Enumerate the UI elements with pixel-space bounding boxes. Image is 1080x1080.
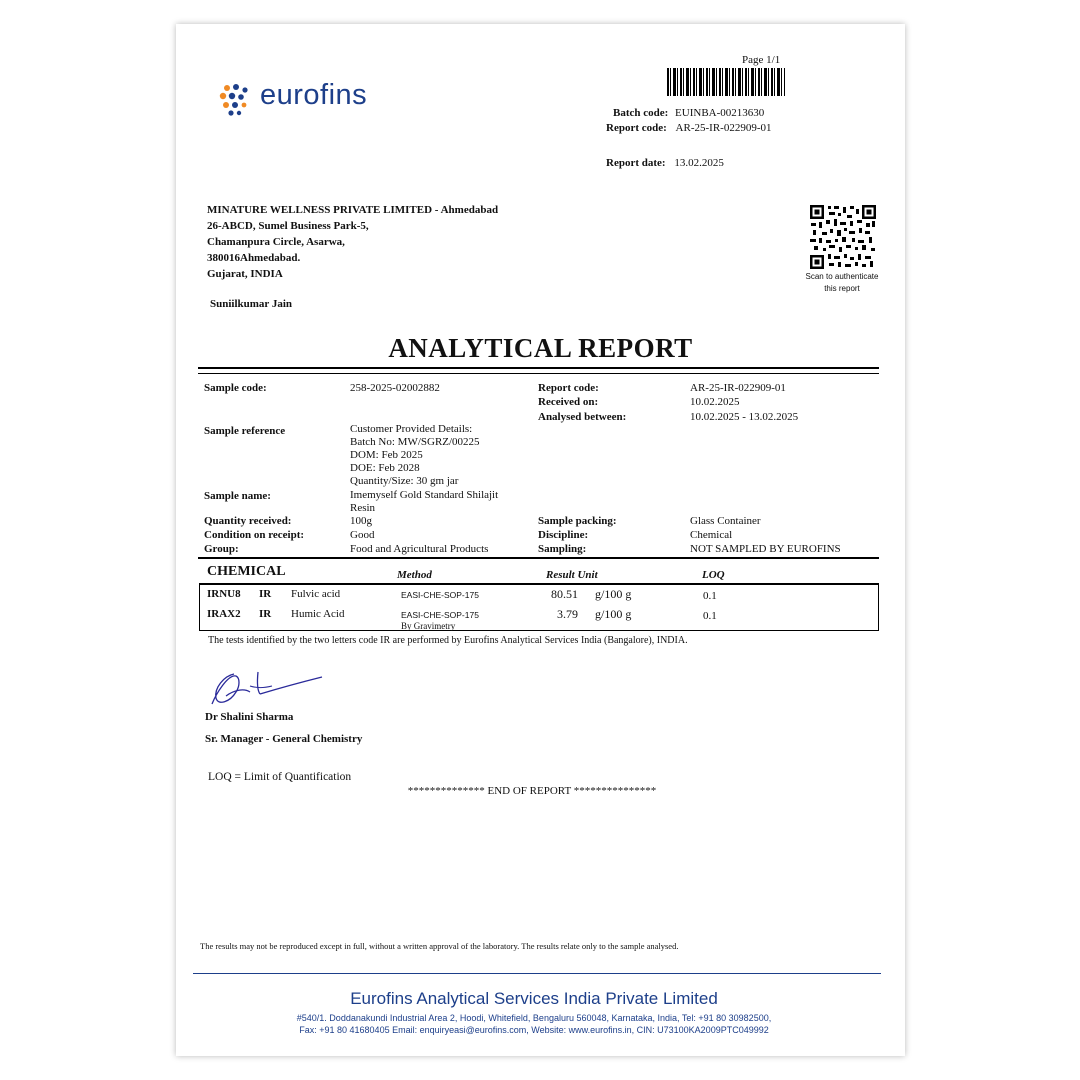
lab-code: IR — [259, 588, 272, 600]
customer-address — [207, 202, 498, 282]
qr-caption — [786, 271, 898, 295]
discipline-label: Discipline: — [538, 529, 589, 541]
footer-rule — [193, 973, 881, 974]
quantity-label: Quantity received: — [204, 515, 292, 527]
sample-section-rule — [198, 557, 879, 559]
parameter-name: Fulvic acid — [291, 588, 341, 600]
address-line4: Gujarat, INDIA — [207, 268, 283, 280]
sampling-value: NOT SAMPLED BY EUROFINS — [690, 543, 841, 555]
lab-code: IR — [259, 608, 272, 620]
analysed-value: 10.02.2025 - 13.02.2025 — [690, 411, 799, 423]
footer-address-line1: #540/1. Doddanakundi Industrial Area 2, Hoodi, Whitefield, Bengaluru 560048, Karnataka, India, Tel: +91 80 30982500, — [296, 1013, 772, 1023]
company-city: - Ahmedabad — [432, 204, 499, 216]
batch-code-value: EUINBA-00213630 — [675, 107, 765, 119]
loq-value: 0.1 — [703, 610, 717, 622]
address-line2: Chamanpura Circle, Asarwa, — [207, 236, 345, 248]
report-date-value: 13.02.2025 — [674, 157, 724, 169]
sample-report-code-value: AR-25-IR-022909-01 — [690, 382, 786, 394]
lab-note: The tests identified by the two letters code IR are performed by Eurofins Analytical Services India (Bangalore), INDIA. — [208, 635, 688, 646]
received-label: Received on: — [538, 396, 599, 408]
sample-reference-label: Sample reference — [204, 425, 286, 437]
packing-label: Sample packing: — [538, 515, 617, 527]
column-method: Method — [397, 569, 432, 581]
report-code-row — [606, 121, 771, 135]
title-rule-thin — [198, 373, 879, 374]
qr-code-icon — [809, 204, 877, 270]
qr-code[interactable] — [810, 204, 850, 268]
method-code: EASI-CHE-SOP-175 — [401, 590, 479, 600]
qr-caption-line2: this report — [824, 284, 860, 293]
discipline-value: Chemical — [690, 529, 733, 541]
footer-address-line2: Fax: +91 80 41680405 Email: enquiryeasi@eurofins.com, Website: www.eurofins.in, CIN: U73100KA2009PTC049992 — [299, 1025, 769, 1035]
condition-value: Good — [350, 529, 375, 541]
sample-name-value — [350, 489, 498, 515]
sample-name-line: Imemyself Gold Standard Shilajit — [350, 489, 499, 501]
batch-code-row — [613, 106, 764, 120]
result-unit: g/100 g — [595, 587, 632, 601]
report-date-label: Report date: — [606, 157, 666, 169]
parameter-name: Humic Acid — [291, 608, 345, 620]
sample-report-code-label: Report code: — [538, 382, 599, 394]
batch-code-label: Batch code: — [613, 107, 669, 119]
brand-name: eurofins — [260, 79, 368, 111]
address-line3: 380016Ahmedabad. — [207, 252, 301, 264]
group-label: Group: — [204, 543, 239, 555]
eurofins-logo-icon — [218, 82, 254, 118]
report-title: ANALYTICAL REPORT — [388, 333, 693, 363]
loq-definition: LOQ = Limit of Quantification — [208, 771, 352, 783]
column-loq: LOQ — [702, 569, 725, 581]
quantity-value: 100g — [350, 515, 372, 527]
method-note: By Gravimetry — [401, 621, 456, 631]
end-of-report: ************** END OF REPORT *************** — [407, 785, 657, 797]
sample-reference-line: Quantity/Size: 30 gm jar — [350, 475, 459, 487]
eurofins-logo — [218, 79, 408, 118]
group-value: Food and Agricultural Products — [350, 543, 489, 555]
title-rule-thick — [198, 367, 879, 369]
column-result-unit: Result Unit — [546, 569, 598, 581]
received-value: 10.02.2025 — [690, 396, 740, 408]
condition-label: Condition on receipt: — [204, 529, 305, 541]
sample-code-value: 258-2025-02002882 — [350, 382, 440, 394]
sample-reference-line: DOM: Feb 2025 — [350, 449, 423, 461]
results-section-title: CHEMICAL — [207, 564, 286, 579]
report-page — [176, 24, 905, 1056]
signatory-role: Sr. Manager - General Chemistry — [205, 733, 363, 745]
table-row — [200, 607, 878, 631]
test-code: IRAX2 — [207, 608, 241, 620]
contact-person: Suniilkumar Jain — [210, 298, 293, 310]
footer-company: Eurofins Analytical Services India Private Limited — [350, 989, 718, 1008]
result-value: 3.79 — [557, 607, 578, 621]
report-code-label: Report code: — [606, 122, 667, 134]
signatory-name: Dr Shalini Sharma — [205, 711, 294, 723]
qr-caption-line1: Scan to authenticate — [805, 272, 879, 281]
result-value: 80.51 — [551, 587, 578, 601]
company-name: MINATURE WELLNESS PRIVATE LIMITED — [207, 204, 433, 216]
page-number: Page 1/1 — [742, 54, 781, 66]
packing-value: Glass Container — [690, 515, 761, 527]
sampling-label: Sampling: — [538, 543, 587, 555]
results-table — [199, 583, 879, 631]
sample-name-line: Resin — [350, 502, 376, 514]
loq-value: 0.1 — [703, 590, 717, 602]
barcode — [667, 68, 785, 96]
sample-code-label: Sample code: — [204, 382, 267, 394]
table-row — [200, 587, 878, 607]
test-code: IRNU8 — [207, 588, 241, 600]
sample-reference-line: Batch No: MW/SGRZ/00225 — [350, 436, 480, 448]
address-line1: 26-ABCD, Sumel Business Park-5, — [207, 220, 369, 232]
report-code-value: AR-25-IR-022909-01 — [675, 122, 772, 134]
result-unit: g/100 g — [595, 607, 632, 621]
analysed-label: Analysed between: — [538, 411, 627, 423]
disclaimer: The results may not be reproduced except in full, without a written approval of the laboratory. The results relate only to the sample analysed. — [200, 941, 679, 951]
sample-reference-list — [350, 423, 480, 488]
method-code: EASI-CHE-SOP-175 — [401, 610, 479, 620]
sample-reference-line: Customer Provided Details: — [350, 423, 473, 435]
sample-name-label: Sample name: — [204, 490, 271, 502]
signature-image — [210, 664, 330, 708]
sample-reference-line: DOE: Feb 2028 — [350, 462, 420, 474]
report-date-row — [606, 156, 724, 170]
